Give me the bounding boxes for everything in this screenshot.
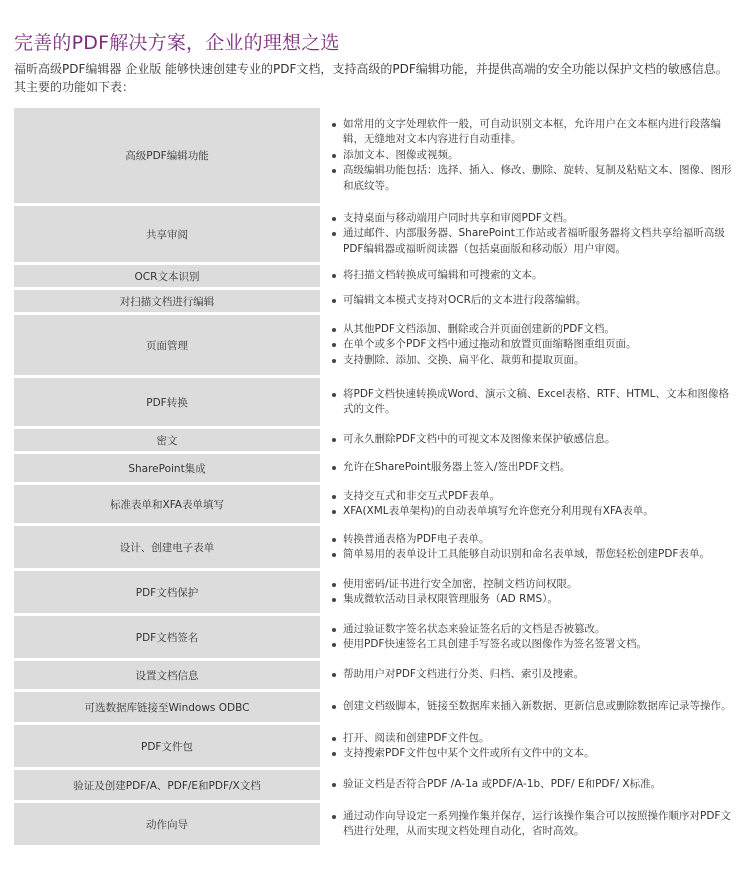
table-row xyxy=(14,571,739,613)
feature-name-cell: 标准表单和XFA表单填写 xyxy=(14,485,320,523)
feature-description-cell xyxy=(323,378,739,426)
feature-name-cell: 可选数据库链接至Windows ODBC xyxy=(14,692,320,722)
feature-bullet-list xyxy=(331,809,735,840)
feature-bullet-item: XFA(XML表单架构)的自动表单填写允许您充分利用现有XFA表单。 xyxy=(331,504,735,520)
feature-table-body xyxy=(14,108,739,845)
feature-bullet-item: 将PDF文档快速转换成Word、演示文稿、Excel表格、RTF、HTML、文本和图像格式的文件。 xyxy=(331,387,735,418)
feature-bullet-item: 将扫描文档转换成可编辑和可搜索的文本。 xyxy=(331,268,735,284)
feature-bullet-item: 转换普通表格为PDF电子表单。 xyxy=(331,532,735,548)
feature-description-cell xyxy=(323,429,739,451)
table-row xyxy=(14,454,739,482)
table-row xyxy=(14,770,739,800)
feature-bullet-item: 打开、阅读和创建PDF文件包。 xyxy=(331,731,735,747)
feature-bullet-list xyxy=(331,268,735,284)
feature-bullet-list xyxy=(331,777,735,793)
table-row xyxy=(14,803,739,845)
feature-bullet-list xyxy=(331,489,735,520)
feature-description-cell xyxy=(323,485,739,523)
feature-description-cell xyxy=(323,290,739,312)
feature-name-cell: SharePoint集成 xyxy=(14,454,320,482)
feature-bullet-list xyxy=(331,460,735,476)
feature-bullet-item: 允许在SharePoint服务器上签入/签出PDF文档。 xyxy=(331,460,735,476)
feature-bullet-item: 可永久删除PDF文档中的可视文本及图像来保护敏感信息。 xyxy=(331,432,735,448)
table-row xyxy=(14,206,739,262)
feature-name-cell: PDF文件包 xyxy=(14,725,320,767)
feature-description-cell xyxy=(323,315,739,375)
table-row xyxy=(14,725,739,767)
feature-name-cell: PDF文档保护 xyxy=(14,571,320,613)
feature-name-cell: 高级PDF编辑功能 xyxy=(14,108,320,203)
feature-bullet-list xyxy=(331,293,735,309)
feature-bullet-item: 添加文本、图像或视频。 xyxy=(331,148,735,164)
feature-bullet-item: 支持搜索PDF文件包中某个文件或所有文件中的文本。 xyxy=(331,746,735,762)
feature-name-cell: 设置文档信息 xyxy=(14,661,320,689)
feature-name-cell: 共享审阅 xyxy=(14,206,320,262)
feature-bullet-list xyxy=(331,322,735,369)
table-row xyxy=(14,616,739,658)
table-row xyxy=(14,692,739,722)
feature-description-cell xyxy=(323,526,739,568)
table-row xyxy=(14,108,739,203)
table-row xyxy=(14,661,739,689)
feature-bullet-item: 支持交互式和非交互式PDF表单。 xyxy=(331,489,735,505)
feature-description-cell xyxy=(323,108,739,203)
feature-bullet-item: 支持删除、添加、交换、扁平化、裁剪和提取页面。 xyxy=(331,353,735,369)
table-row xyxy=(14,265,739,287)
feature-bullet-item: 帮助用户对PDF文档进行分类、归档、索引及搜索。 xyxy=(331,667,735,683)
table-row xyxy=(14,315,739,375)
feature-bullet-list xyxy=(331,117,735,195)
feature-bullet-item: 简单易用的表单设计工具能够自动识别和命名表单域，帮您轻松创建PDF表单。 xyxy=(331,547,735,563)
feature-name-cell: 页面管理 xyxy=(14,315,320,375)
feature-description-cell xyxy=(323,571,739,613)
feature-description-cell xyxy=(323,770,739,800)
feature-bullet-item: 使用密码/证书进行安全加密，控制文档访问权限。 xyxy=(331,577,735,593)
feature-bullet-item: 创建文档级脚本，链接至数据库来插入新数据、更新信息或删除数据库记录等操作。 xyxy=(331,699,735,715)
feature-bullet-list xyxy=(331,731,735,762)
feature-name-cell: 设计、创建电子表单 xyxy=(14,526,320,568)
feature-bullet-item: 高级编辑功能包括：选择、插入、修改、删除、旋转、复制及粘贴文本、图像、图形和底纹等。 xyxy=(331,163,735,194)
feature-description-cell xyxy=(323,206,739,262)
feature-bullet-list xyxy=(331,211,735,258)
feature-bullet-list xyxy=(331,432,735,448)
table-row xyxy=(14,378,739,426)
table-row xyxy=(14,485,739,523)
feature-bullet-item: 支持桌面与移动端用户同时共享和审阅PDF文档。 xyxy=(331,211,735,227)
intro-paragraph: 福昕高级PDF编辑器 企业版 能够快速创建专业的PDF文档，支持高级的PDF编辑功能，并提供高端的安全功能以保护文档的敏感信息。其主要的功能如下表： xyxy=(14,62,728,94)
feature-name-cell: 对扫描文档进行编辑 xyxy=(14,290,320,312)
feature-description-cell xyxy=(323,725,739,767)
feature-name-cell: PDF转换 xyxy=(14,378,320,426)
feature-bullet-item: 通过验证数字签名状态来验证签名后的文档是否被篡改。 xyxy=(331,622,735,638)
feature-bullet-item: 使用PDF快速签名工具创建手写签名或以图像作为签名签署文档。 xyxy=(331,637,735,653)
feature-name-cell: OCR文本识别 xyxy=(14,265,320,287)
feature-name-cell: 动作向导 xyxy=(14,803,320,845)
feature-name-cell: 验证及创建PDF/A、PDF/E和PDF/X文档 xyxy=(14,770,320,800)
table-row xyxy=(14,290,739,312)
feature-bullet-list xyxy=(331,622,735,653)
feature-description-cell xyxy=(323,616,739,658)
feature-name-cell: 密文 xyxy=(14,429,320,451)
table-row xyxy=(14,429,739,451)
feature-bullet-item: 集成微软活动目录权限管理服务（AD RMS）。 xyxy=(331,592,735,608)
feature-bullet-item: 可编辑文本模式支持对OCR后的文本进行段落编辑。 xyxy=(331,293,735,309)
feature-bullet-item: 验证文档是否符合PDF /A-1a 或PDF/A-1b、PDF/ E和PDF/ X标准。 xyxy=(331,777,735,793)
feature-description-cell xyxy=(323,803,739,845)
feature-bullet-list xyxy=(331,387,735,418)
feature-description-cell xyxy=(323,454,739,482)
feature-description-cell xyxy=(323,265,739,287)
feature-name-cell: PDF文档签名 xyxy=(14,616,320,658)
feature-bullet-item: 通过邮件、内部服务器、SharePoint工作站或者福昕服务器将文档共享给福昕高级PDF编辑器或福昕阅读器（包括桌面版和移动版）用户审阅。 xyxy=(331,226,735,257)
feature-bullet-list xyxy=(331,577,735,608)
page-title: 完善的PDF解决方案，企业的理想之选 xyxy=(14,32,340,54)
table-row xyxy=(14,526,739,568)
feature-bullet-item: 通过动作向导设定一系列操作集并保存，运行该操作集合可以按照操作顺序对PDF文档进行处理，从而实现文档处理自动化，省时高效。 xyxy=(331,809,735,840)
feature-bullet-list xyxy=(331,699,735,715)
feature-table xyxy=(14,105,739,848)
feature-bullet-list xyxy=(331,532,735,563)
feature-description-cell xyxy=(323,692,739,722)
feature-description-cell xyxy=(323,661,739,689)
feature-bullet-item: 在单个或多个PDF文档中通过拖动和放置页面缩略图重组页面。 xyxy=(331,337,735,353)
feature-bullet-item: 从其他PDF文档添加、删除或合并页面创建新的PDF文档。 xyxy=(331,322,735,338)
feature-bullet-item: 如常用的文字处理软件一般，可自动识别文本框，允许用户在文本框内进行段落编辑，无缝地对文本内容进行自动重排。 xyxy=(331,117,735,148)
feature-bullet-list xyxy=(331,667,735,683)
